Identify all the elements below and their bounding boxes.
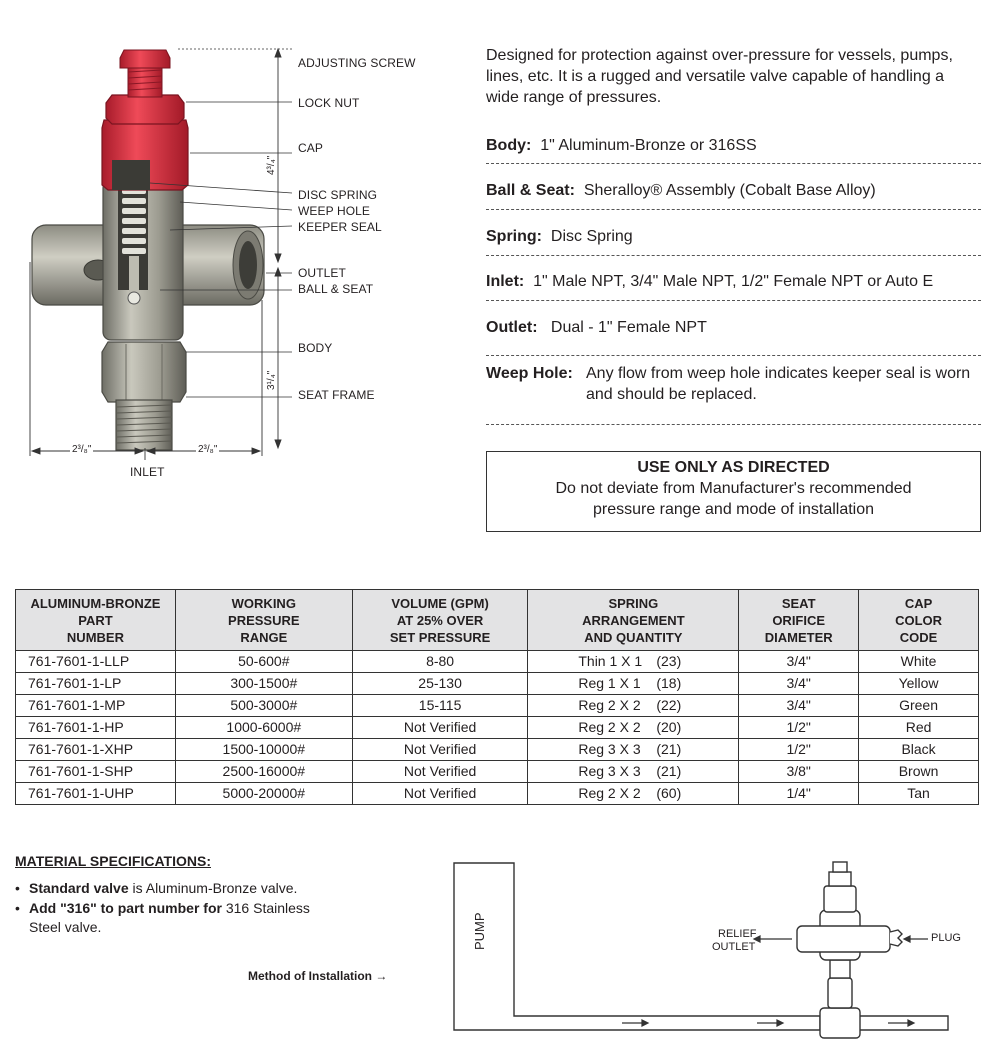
relief-label-line1: RELIEF <box>718 928 757 940</box>
col-header-seat-orifice: SEAT ORIFICE DIAMETER <box>739 590 859 651</box>
cell-spring: Reg 1 X 1 (18) <box>528 673 739 695</box>
cell-pressure: 300-1500# <box>175 673 352 695</box>
cell-volume: 25-130 <box>352 673 528 695</box>
spec-weep-hole-key: Weep Hole: <box>486 365 573 382</box>
cell-volume: 8-80 <box>352 651 528 673</box>
callout-adjusting-screw: ADJUSTING SCREW <box>298 56 416 70</box>
cell-seat: 1/2" <box>739 739 859 761</box>
installation-diagram <box>440 850 980 1045</box>
cell-seat: 3/8" <box>739 761 859 783</box>
callout-outlet: OUTLET <box>298 266 346 280</box>
adjusting-screw-small <box>833 862 847 872</box>
spec-spring <box>486 226 981 247</box>
seat-frame-small <box>830 960 850 978</box>
cell-pressure: 50-600# <box>175 651 352 673</box>
divider <box>486 163 981 164</box>
spec-weep-hole-value: Any flow from weep hole indicates keeper seal is worn and should be replaced. <box>586 365 971 403</box>
warning-text-line: Do not deviate from Manufacturer's recommended <box>555 480 912 497</box>
cell-cap: Red <box>859 717 979 739</box>
pump-label: PUMP <box>472 912 487 950</box>
cell-cap: Black <box>859 739 979 761</box>
cell-spring: Thin 1 X 1 (23) <box>528 651 739 673</box>
cell-part: 761-7601-1-HP <box>16 717 176 739</box>
spec-body <box>486 135 981 156</box>
spec-inlet <box>486 271 981 292</box>
cell-part: 761-7601-1-XHP <box>16 739 176 761</box>
cap-small <box>824 886 856 912</box>
spec-ball-seat <box>486 180 981 201</box>
cell-pressure: 1500-10000# <box>175 739 352 761</box>
cell-pressure: 2500-16000# <box>175 761 352 783</box>
cell-pressure: 500-3000# <box>175 695 352 717</box>
spec-ball-seat-value: Sheralloy® Assembly (Cobalt Base Alloy) <box>583 182 876 199</box>
intro-text: Designed for protection against over-pressure for vessels, pumps, lines, etc. It is a rugged and versatile valve capable of handling a wide range of pressures. <box>486 47 953 106</box>
cell-seat: 3/4" <box>739 695 859 717</box>
divider <box>486 300 981 301</box>
cell-part: 761-7601-1-LLP <box>16 651 176 673</box>
material-bullet: • Add "316" to part number for 316 Stainless Steel valve. <box>15 900 310 935</box>
dimension-width-right: 2³/₈" <box>198 444 218 455</box>
installation-drawing <box>440 850 980 1045</box>
dimension-width-left: 2³/₈" <box>72 444 92 455</box>
spec-outlet-value: Dual - 1" Female NPT <box>550 319 707 336</box>
dimension-height-bottom: 3¹/₄" <box>266 370 277 390</box>
plug-label: PLUG <box>931 932 961 944</box>
valve-illustration <box>0 0 470 495</box>
warning-box <box>486 451 981 532</box>
product-table <box>15 589 979 805</box>
warning-title: USE ONLY AS DIRECTED <box>637 459 830 476</box>
cell-cap: Yellow <box>859 673 979 695</box>
cell-volume: Not Verified <box>352 739 528 761</box>
table-row <box>16 761 979 783</box>
col-header-volume: VOLUME (GPM) AT 25% OVER SET PRESSURE <box>352 590 528 651</box>
divider <box>486 355 981 356</box>
cell-pressure: 1000-6000# <box>175 717 352 739</box>
callout-lock-nut: LOCK NUT <box>298 96 360 110</box>
table-row <box>16 783 979 805</box>
cell-spring: Reg 3 X 3 (21) <box>528 761 739 783</box>
cell-spring: Reg 2 X 2 (20) <box>528 717 739 739</box>
cell-seat: 3/4" <box>739 651 859 673</box>
cell-part: 761-7601-1-SHP <box>16 761 176 783</box>
seat-frame <box>102 342 186 402</box>
cell-cap: White <box>859 651 979 673</box>
callout-ball-seat: BALL & SEAT <box>298 282 374 296</box>
callout-body: BODY <box>298 341 333 355</box>
material-bullet: • Standard valve is Aluminum-Bronze valve. <box>15 880 298 896</box>
plug-small <box>890 930 902 946</box>
spec-inlet-value: 1" Male NPT, 3/4" Male NPT, 1/2" Female NPT or Auto E <box>533 273 934 290</box>
warning-text-line: pressure range and mode of installation <box>592 501 875 518</box>
table-header-row <box>16 590 979 651</box>
spec-body-value: 1" Aluminum-Bronze or 316SS <box>540 137 757 154</box>
cell-volume: Not Verified <box>352 783 528 805</box>
pipe-tee <box>820 1008 860 1038</box>
relief-label-line2: OUTLET <box>712 941 756 953</box>
cell-cap: Brown <box>859 761 979 783</box>
lock-nut <box>106 95 184 124</box>
dimension-height-top: 4³/₄" <box>266 155 277 175</box>
valve-outlet-small <box>797 926 890 952</box>
valve-diagram <box>0 0 470 495</box>
cell-volume: 15-115 <box>352 695 528 717</box>
spec-spring-key: Spring: <box>486 228 542 245</box>
cell-part: 761-7601-1-MP <box>16 695 176 717</box>
col-header-pressure-range: WORKING PRESSURE RANGE <box>175 590 352 651</box>
method-of-installation-label: Method of Installation → <box>248 969 388 983</box>
pump-and-pipe <box>454 863 820 1030</box>
col-header-spring: SPRING ARRANGEMENT AND QUANTITY <box>528 590 739 651</box>
spec-spring-value: Disc Spring <box>550 228 633 245</box>
spec-outlet <box>486 317 981 338</box>
cell-part: 761-7601-1-LP <box>16 673 176 695</box>
col-header-cap-color: CAP COLOR CODE <box>859 590 979 651</box>
callout-weep-hole: WEEP HOLE <box>298 204 371 218</box>
table-row <box>16 739 979 761</box>
cell-cap: Green <box>859 695 979 717</box>
material-specs-title: MATERIAL SPECIFICATIONS: <box>15 853 211 869</box>
spec-ball-seat-key: Ball & Seat: <box>486 182 575 199</box>
cell-spring: Reg 2 X 2 (22) <box>528 695 739 717</box>
cell-seat: 1/4" <box>739 783 859 805</box>
callout-seat-frame: SEAT FRAME <box>298 388 375 402</box>
col-header-part-number: ALUMINUM-BRONZE PART NUMBER <box>16 590 176 651</box>
warning-text <box>487 478 980 520</box>
callout-keeper-seal: KEEPER SEAL <box>298 220 382 234</box>
divider <box>486 424 981 425</box>
spec-outlet-key: Outlet: <box>486 319 538 336</box>
callout-cap: CAP <box>298 141 323 155</box>
cell-volume: Not Verified <box>352 761 528 783</box>
table-row <box>16 651 979 673</box>
cell-pressure: 5000-20000# <box>175 783 352 805</box>
divider <box>486 255 981 256</box>
cell-cap: Tan <box>859 783 979 805</box>
cell-volume: Not Verified <box>352 717 528 739</box>
cell-part: 761-7601-1-UHP <box>16 783 176 805</box>
riser-nipple <box>828 978 852 1008</box>
adjusting-screw-head <box>120 50 170 68</box>
spec-inlet-key: Inlet: <box>486 273 525 290</box>
table-row <box>16 695 979 717</box>
lock-nut-small <box>829 872 851 886</box>
callout-disc-spring: DISC SPRING <box>298 188 378 202</box>
inlet-label: INLET <box>130 465 165 479</box>
cell-seat: 1/2" <box>739 717 859 739</box>
table-row <box>16 717 979 739</box>
spec-body-key: Body: <box>486 137 532 154</box>
cell-seat: 3/4" <box>739 673 859 695</box>
table-row <box>16 673 979 695</box>
divider <box>486 209 981 210</box>
cell-spring: Reg 2 X 2 (60) <box>528 783 739 805</box>
cell-spring: Reg 3 X 3 (21) <box>528 739 739 761</box>
